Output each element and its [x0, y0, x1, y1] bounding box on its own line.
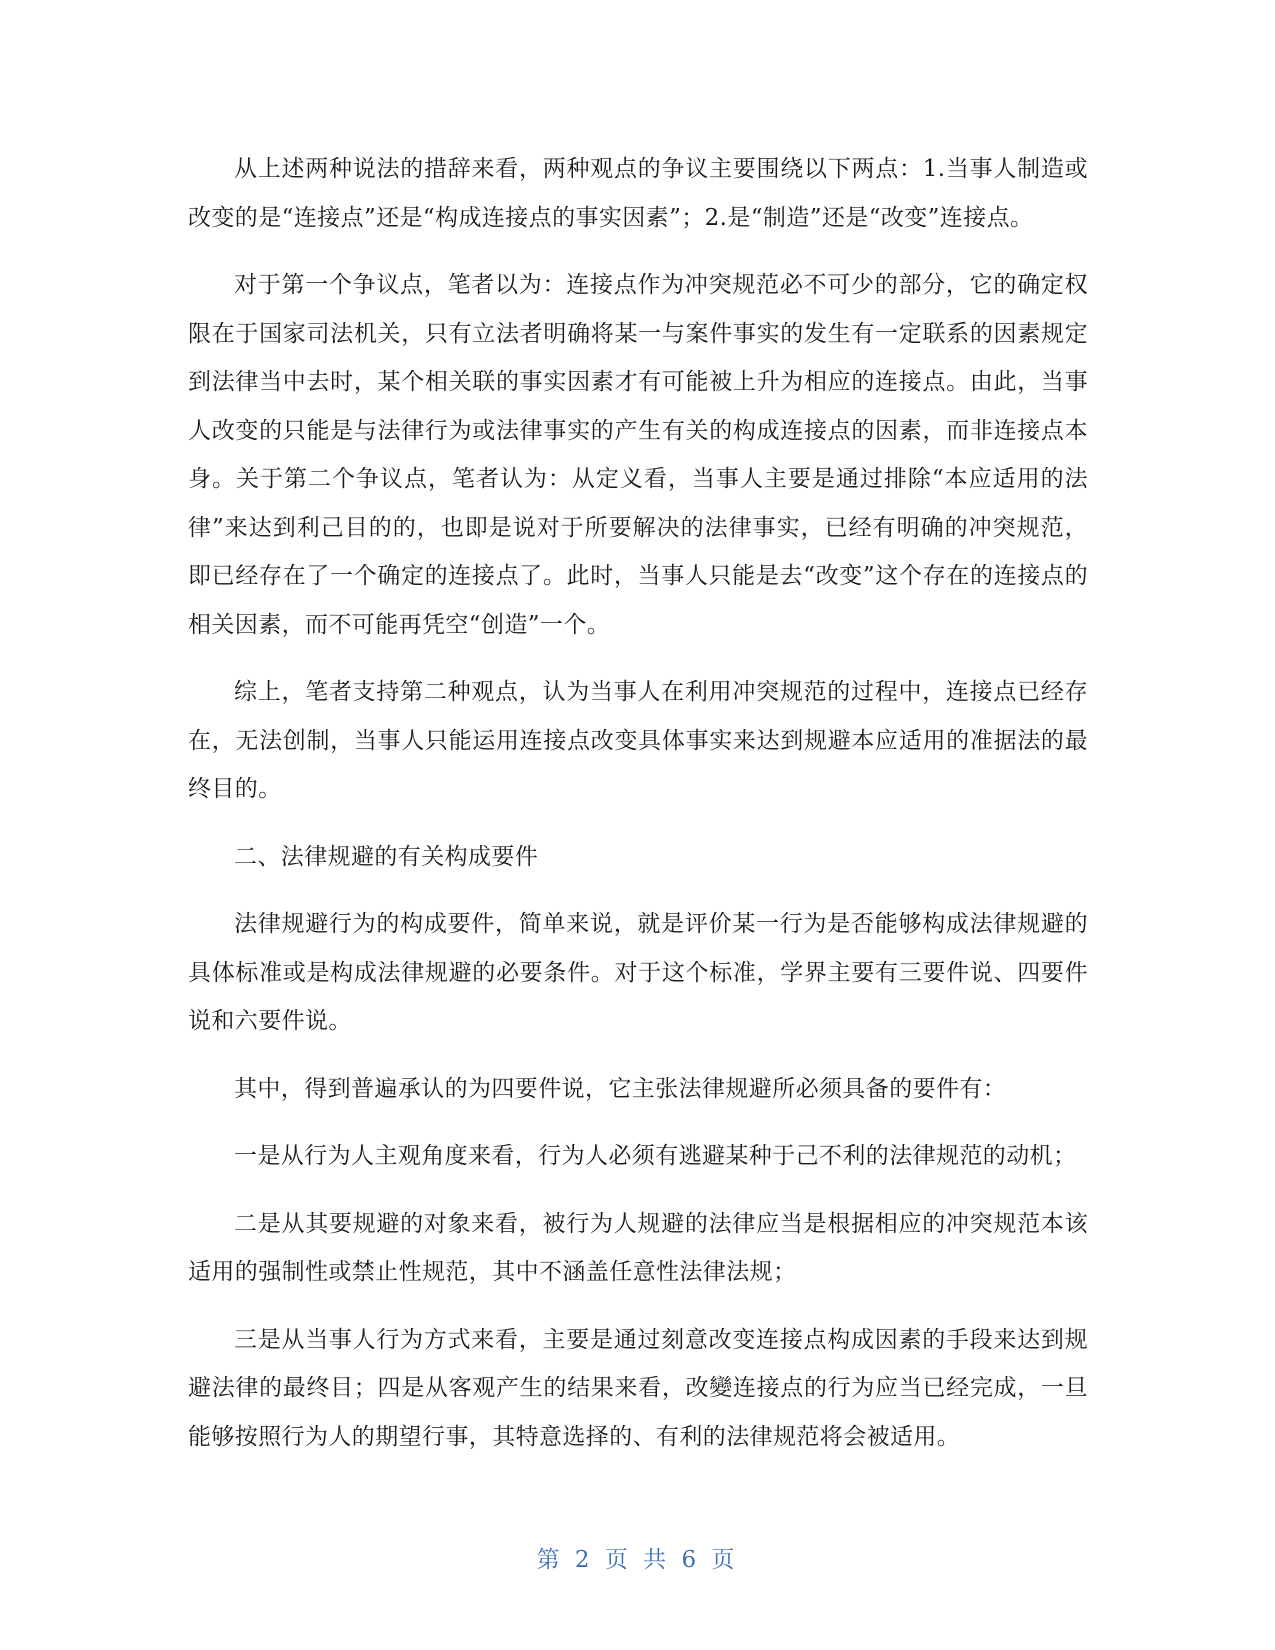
- paragraph-disputed-points: 从上述两种说法的措辞来看，两种观点的争议主要围绕以下两点：1.当事人制造或改变的是“连接点”还是“构成连接点的事实因素”；2.是“制造”还是“改变”连接点。: [188, 156, 1088, 231]
- paragraph-first-dispute: 对于第一个争议点，笔者以为：连接点作为冲突规范必不可少的部分，它的确定权限在于国家司法机关，只有立法者明确将某一与案件事实的发生有一定联系的因素规定到法律当中去时，某个相关联的事实因素才有可能被上升为相应的连接点。由此，当事人改变的只能是与法律行为或法律事实的产生有关的构成连接点的因素，而非连接点本身。关于第二个争议点，笔者认为：从定义看，当事人主要是通过排除“本应适用的法律”来达到利己目的的，也即是说对于所要解决的法律事实，已经有明确的冲突规范，即已经存在了一个确定的连接点了。此时，当事人只能是去“改变”这个存在的连接点的相关因素，而不可能再凭空“创造”一个。: [188, 272, 1088, 638]
- paragraph-element-three-four: 三是从当事人行为方式来看，主要是通过刻意改变连接点构成因素的手段来达到规避法律的最终目；四是从客观产生的结果来看，改變连接点的行为应当已经完成，一旦能够按照行为人的期望行事，其特意选择的、有利的法律规范将会被适用。: [188, 1326, 1088, 1450]
- section-heading-elements: 二、法律规避的有关构成要件: [234, 843, 539, 870]
- paragraph-elements-definition: 法律规避行为的构成要件，简单来说，就是评价某一行为是否能够构成法律规避的具体标准或是构成法律规避的必要条件。对于这个标准，学界主要有三要件说、四要件说和六要件说。: [188, 911, 1088, 1034]
- paragraph-conclusion: 综上，笔者支持第二种观点，认为当事人在利用冲突规范的过程中，连接点已经存在，无法创制，当事人只能运用连接点改变具体事实来达到规避本应适用的准据法的最终目的。: [188, 679, 1088, 802]
- paragraph-element-one: 一是从行为人主观角度来看，行为人必须有逃避某种于己不利的法律规范的动机；: [234, 1143, 1077, 1169]
- paragraph-element-two: 二是从其要规避的对象来看，被行为人规避的法律应当是根据相应的冲突规范本该适用的强制性或禁止性规范，其中不涵盖任意性法律法规；: [188, 1210, 1088, 1285]
- page-number-footer: 第 2 页 共 6 页: [536, 1547, 739, 1573]
- document-body: [188, 145, 1088, 1480]
- paragraph-four-elements-intro: 其中，得到普遍承认的为四要件说，它主张法律规避所必须具备的要件有：: [234, 1075, 1007, 1102]
